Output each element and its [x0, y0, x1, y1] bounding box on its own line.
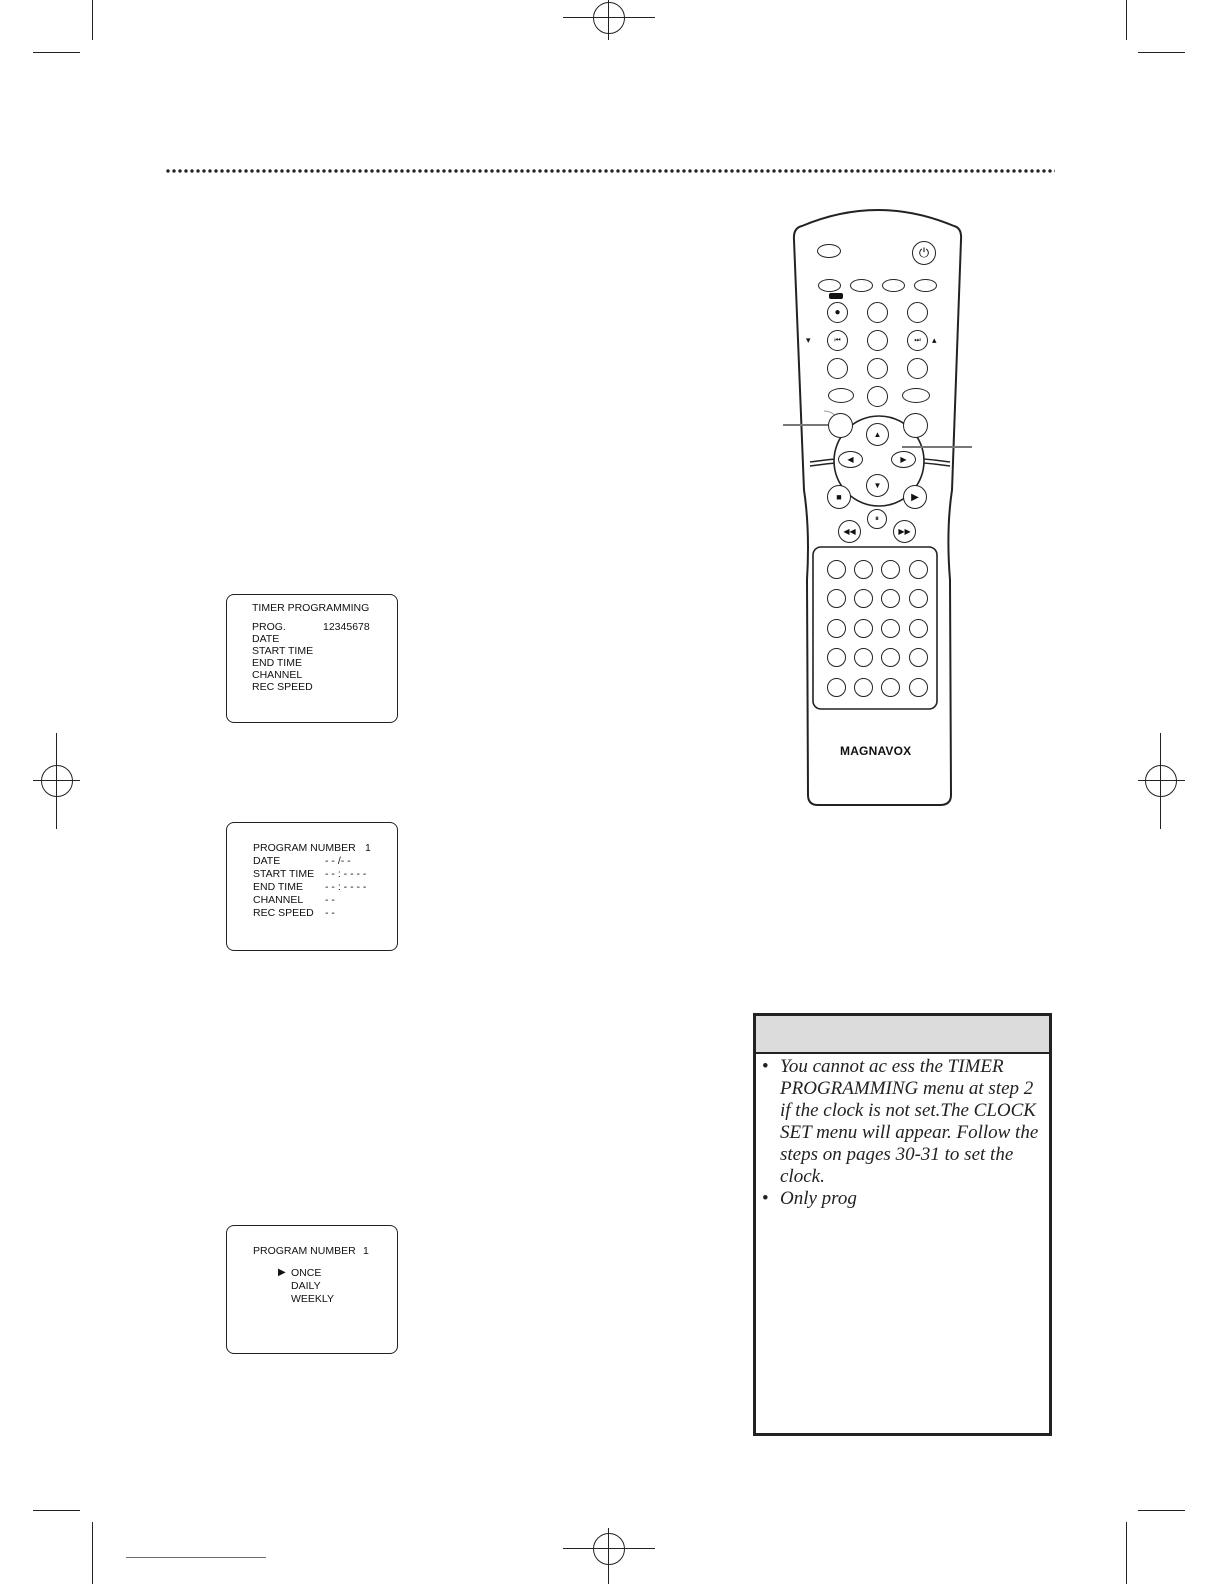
keypad-button[interactable] — [881, 619, 900, 638]
option-once: ONCE — [291, 1267, 322, 1279]
keypad-button[interactable] — [909, 619, 928, 638]
frequency-screen — [226, 1225, 398, 1354]
remote-button[interactable] — [867, 358, 888, 379]
keypad-button[interactable] — [827, 619, 846, 638]
program-number: 1 — [365, 842, 371, 854]
footer-link-line — [126, 1557, 266, 1558]
option-daily: DAILY — [291, 1280, 321, 1292]
function-button-3[interactable] — [882, 279, 905, 292]
screen-title: PROGRAM NUMBER — [253, 1245, 356, 1257]
row-value: - - /- - — [325, 855, 351, 867]
screen-title: TIMER PROGRAMMING — [252, 602, 370, 614]
up-arrow-icon[interactable]: ▲ — [866, 423, 889, 446]
record-icon[interactable]: ● — [827, 302, 848, 323]
row-value: - - — [325, 907, 335, 919]
dotted-rule — [165, 168, 1055, 174]
row-label: REC SPEED — [253, 907, 314, 919]
right-arrow-icon[interactable]: ▶ — [891, 451, 916, 468]
hint-item: • Only prog — [762, 1188, 1041, 1210]
fast-forward-icon[interactable]: ▶▶ — [893, 520, 916, 543]
keypad-button[interactable] — [827, 648, 846, 667]
remote-button[interactable] — [867, 302, 888, 323]
play-icon[interactable]: ▶ — [903, 485, 927, 509]
skip-back-icon[interactable]: ⏮ — [827, 330, 848, 351]
keypad-button[interactable] — [854, 589, 873, 608]
arrow-up-icon: ▴ — [932, 335, 937, 345]
arrow-down-icon: ▾ — [806, 335, 811, 345]
keypad-button[interactable] — [909, 648, 928, 667]
skip-forward-icon[interactable]: ⏭ — [907, 330, 928, 351]
prog-label: PROG. — [252, 621, 286, 633]
pause-icon[interactable]: ⏸ — [867, 509, 887, 529]
keypad-button[interactable] — [854, 648, 873, 667]
keypad-button[interactable] — [909, 678, 928, 697]
screen-title: PROGRAM NUMBER — [253, 842, 356, 854]
keypad-button[interactable] — [909, 589, 928, 608]
keypad-button[interactable] — [881, 678, 900, 697]
row-channel: CHANNEL — [252, 669, 303, 681]
row-label: DATE — [253, 855, 281, 867]
keypad-button[interactable] — [909, 560, 928, 579]
row-label: END TIME — [253, 881, 303, 893]
hints-list — [756, 1054, 1049, 1210]
stop-icon[interactable]: ■ — [827, 485, 851, 509]
row-start-time: START TIME — [252, 645, 314, 657]
keypad-button[interactable] — [854, 619, 873, 638]
keypad-button[interactable] — [881, 589, 900, 608]
remote-body — [780, 200, 980, 815]
keypad-button[interactable] — [854, 678, 873, 697]
row-rec-speed: REC SPEED — [252, 681, 313, 693]
remote-button[interactable] — [867, 386, 888, 407]
prog-numbers: 12345678 — [323, 621, 370, 633]
remote-button[interactable] — [827, 358, 848, 379]
hint-item: • You cannot ac ess the TIMER PROGRAMMING menu at step 2 if the clock is not set.The CLOCK SET menu will appear. Follow the steps on pages 30-31 to set the clock. — [762, 1056, 1041, 1188]
setup-button[interactable] — [828, 413, 853, 438]
hints-header — [756, 1016, 1049, 1054]
keypad-button[interactable] — [827, 589, 846, 608]
open-close-button[interactable] — [817, 244, 841, 258]
row-end-time: END TIME — [252, 657, 302, 669]
function-button-4[interactable] — [914, 279, 937, 292]
keypad-button[interactable] — [827, 560, 846, 579]
hints-box — [753, 1013, 1052, 1436]
brand-logo: MAGNAVOX — [840, 744, 912, 758]
option-weekly: WEEKLY — [291, 1293, 334, 1305]
keypad-button[interactable] — [854, 560, 873, 579]
program-number: 1 — [363, 1245, 369, 1257]
function-button-1[interactable] — [818, 279, 841, 292]
remote-button[interactable] — [907, 302, 928, 323]
timer-programming-screen — [226, 594, 398, 723]
row-value: - - — [325, 894, 335, 906]
down-arrow-icon[interactable]: ▼ — [866, 474, 889, 497]
keypad-button[interactable] — [881, 560, 900, 579]
record-indicator — [829, 293, 843, 299]
function-button-2[interactable] — [850, 279, 873, 292]
clear-button[interactable] — [903, 413, 928, 438]
remote-oval-button[interactable] — [828, 388, 854, 403]
cursor-icon: ▶ — [278, 1267, 286, 1278]
row-value: - - : - - - - — [325, 881, 367, 893]
row-value: - - : - - - - — [325, 868, 367, 880]
left-arrow-icon[interactable]: ◀ — [838, 451, 863, 468]
row-label: CHANNEL — [253, 894, 304, 906]
power-icon[interactable]: ⏻ — [912, 241, 936, 265]
keypad-button[interactable] — [881, 648, 900, 667]
program-number-screen — [226, 822, 398, 951]
remote-oval-button[interactable] — [902, 388, 930, 403]
remote-button[interactable] — [907, 358, 928, 379]
rewind-icon[interactable]: ◀◀ — [838, 520, 861, 543]
row-label: START TIME — [253, 868, 315, 880]
keypad-button[interactable] — [827, 678, 846, 697]
remote-button[interactable] — [867, 330, 888, 351]
row-date: DATE — [252, 633, 280, 645]
